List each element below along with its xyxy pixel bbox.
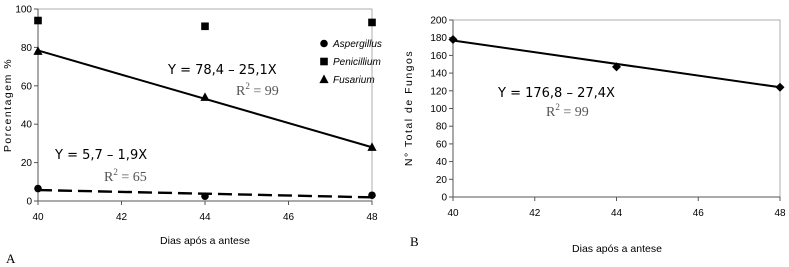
r-squared-value: = 99 [559,105,589,120]
legend-marker-circle [320,40,328,48]
x-tick-label: 46 [692,208,704,219]
r-squared-symbol: R [236,84,246,99]
legend-label: Fusarium [333,75,375,86]
data-point-diamond [776,83,785,92]
legend-label: Penicillium [333,57,381,68]
x-axis-label: Dias após a antese [572,243,662,255]
plot-area [38,9,372,201]
y-tick-label: 140 [430,68,447,80]
y-axis-label: Porcentagem % [2,57,14,153]
data-point-square [368,19,376,27]
y-tick-label: 60 [20,81,32,93]
data-point-circle [368,191,376,199]
y-tick-label: 100 [15,4,32,16]
x-tick-label: 48 [774,208,786,219]
y-axis-label: N° Total de Fungos [403,49,415,167]
r-squared-exponent: 2 [555,102,560,112]
data-point-circle [201,192,209,200]
x-tick-label: 44 [199,212,211,223]
trend-equation: Y = 5,7 – 1,9X [55,148,148,163]
y-tick-label: 0 [26,196,32,208]
legend-marker-square [320,58,328,66]
r-squared-label [104,167,147,185]
legend [319,39,382,86]
x-tick-label: 40 [447,208,459,219]
trend-equation: Y = 176,8 – 27,4X [498,86,615,101]
r-squared-exponent: 2 [113,167,118,177]
x-tick-label: 42 [529,208,541,219]
x-tick-label: 40 [32,212,44,223]
y-tick-label: 160 [430,50,447,62]
y-tick-label: 200 [430,15,447,27]
r-squared-symbol: R [104,170,114,185]
r-squared-label [236,81,279,99]
y-tick-label: 40 [20,119,32,131]
r-squared-value: = 65 [117,170,147,185]
r-squared-symbol: R [546,105,556,120]
r-squared-value: = 99 [249,84,279,99]
legend-label: Aspergillus [333,39,382,50]
data-point-diamond [449,35,458,44]
x-tick-label: 44 [610,208,623,219]
y-tick-label: 100 [430,104,447,115]
x-tick-label: 42 [115,212,128,223]
data-point-square [201,22,209,30]
chart-panel-a [2,5,382,267]
y-tick-label: 0 [441,192,447,204]
trend-equation: Y = 78,4 – 25,1X [168,63,277,78]
panel-label: B [410,234,419,249]
y-tick-label: 80 [20,42,32,54]
panel-label: A [6,251,16,266]
y-tick-label: 120 [430,86,447,98]
y-tick-label: 20 [435,174,447,186]
x-axis-label: Dias após a antese [160,235,250,247]
legend-marker-triangle [319,75,328,84]
data-point-square [34,17,42,25]
y-tick-label: 80 [435,121,447,133]
x-tick-label: 48 [366,212,378,223]
y-tick-label: 40 [435,157,447,169]
data-point-circle [34,185,42,193]
chart-panel-b [403,16,786,256]
r-squared-exponent: 2 [245,81,250,91]
y-tick-label: 60 [435,139,447,151]
x-tick-label: 46 [282,212,295,223]
y-tick-label: 180 [430,33,447,45]
data-point-triangle [200,92,209,101]
r-squared-label [546,102,589,120]
y-tick-label: 20 [20,158,32,170]
